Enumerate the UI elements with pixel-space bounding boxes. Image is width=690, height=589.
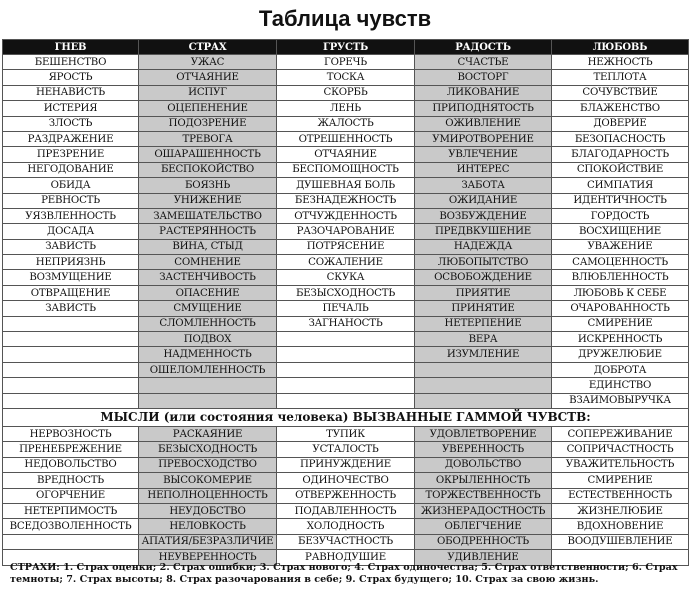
emotion-row	[3, 270, 689, 285]
cell-sadness: ЗАГНАНОСТЬ	[277, 316, 415, 331]
cell-anger: БЕШЕНСТВО	[3, 55, 139, 70]
cell-anger: ИСТЕРИЯ	[3, 101, 139, 116]
emotion-row	[3, 178, 689, 193]
emotion-row	[3, 193, 689, 208]
cell-fear: БОЯЗНЬ	[139, 178, 277, 193]
emotion-row	[3, 147, 689, 162]
cell-anger	[3, 378, 139, 393]
cell-anger: ВСЕДОЗВОЛЕННОСТЬ	[3, 519, 139, 534]
cell-love: СОЧУВСТВИЕ	[552, 85, 689, 100]
cell-anger: ПРЕЗРЕНИЕ	[3, 147, 139, 162]
cell-fear: СМУЩЕНИЕ	[139, 301, 277, 316]
cell-joy: ОЖИДАНИЕ	[415, 193, 552, 208]
cell-sadness: ГОРЕЧЬ	[277, 55, 415, 70]
cell-joy: ОБОДРЕННОСТЬ	[415, 534, 552, 549]
cell-anger: ОГОРЧЕНИЕ	[3, 488, 139, 503]
cell-joy: ВОСТОРГ	[415, 70, 552, 85]
cell-joy: СЧАСТЬЕ	[415, 55, 552, 70]
cell-fear: ОТЧАЯНИЕ	[139, 70, 277, 85]
cell-love: СМИРЕНИЕ	[552, 473, 689, 488]
cell-anger: ОБИДА	[3, 178, 139, 193]
cell-love: ЛЮБОВЬ К СЕБЕ	[552, 285, 689, 300]
emotion-row	[3, 332, 689, 347]
thought-row	[3, 503, 689, 518]
cell-fear: ПОДОЗРЕНИЕ	[139, 116, 277, 131]
header-fear: СТРАХ	[139, 40, 277, 55]
cell-anger: НЕТЕРПИМОСТЬ	[3, 503, 139, 518]
cell-joy: ОЖИВЛЕНИЕ	[415, 116, 552, 131]
cell-love: СМИРЕНИЕ	[552, 316, 689, 331]
cell-anger: ВОЗМУЩЕНИЕ	[3, 270, 139, 285]
cell-sadness	[277, 378, 415, 393]
cell-fear: ИСПУГ	[139, 85, 277, 100]
cell-joy: УВЛЕЧЕНИЕ	[415, 147, 552, 162]
emotion-row	[3, 285, 689, 300]
cell-joy: ТОРЖЕСТВЕННОСТЬ	[415, 488, 552, 503]
cell-love: ВООДУШЕВЛЕНИЕ	[552, 534, 689, 549]
thought-row	[3, 488, 689, 503]
emotion-row	[3, 255, 689, 270]
cell-joy: ЗАБОТА	[415, 178, 552, 193]
cell-sadness: БЕСПОМОЩНОСТЬ	[277, 162, 415, 177]
cell-sadness: ТОСКА	[277, 70, 415, 85]
cell-fear: НЕУДОБСТВО	[139, 503, 277, 518]
cell-sadness: ХОЛОДНОСТЬ	[277, 519, 415, 534]
cell-fear: НАДМЕННОСТЬ	[139, 347, 277, 362]
cell-love: ГОРДОСТЬ	[552, 208, 689, 223]
cell-sadness: СОЖАЛЕНИЕ	[277, 255, 415, 270]
cell-fear: НЕПОЛНОЦЕННОСТЬ	[139, 488, 277, 503]
cell-joy: ПРИНЯТИЕ	[415, 301, 552, 316]
cell-anger: ЯРОСТЬ	[3, 70, 139, 85]
cell-sadness	[277, 332, 415, 347]
cell-sadness: БЕЗНАДЕЖНОСТЬ	[277, 193, 415, 208]
cell-love: СПОКОЙСТВИЕ	[552, 162, 689, 177]
cell-fear: УЖАС	[139, 55, 277, 70]
emotion-row	[3, 393, 689, 408]
cell-sadness: ПРИНУЖДЕНИЕ	[277, 457, 415, 472]
cell-sadness: СКОРБЬ	[277, 85, 415, 100]
cell-joy: ОСВОБОЖДЕНИЕ	[415, 270, 552, 285]
emotion-row	[3, 208, 689, 223]
cell-fear	[139, 393, 277, 408]
cell-love: БЛАГОДАРНОСТЬ	[552, 147, 689, 162]
cell-sadness: ПОДАВЛЕННОСТЬ	[277, 503, 415, 518]
cell-sadness: СКУКА	[277, 270, 415, 285]
thought-row	[3, 534, 689, 549]
cell-fear: АПАТИЯ/БЕЗРАЗЛИЧИЕ	[139, 534, 277, 549]
cell-sadness: ДУШЕВНАЯ БОЛЬ	[277, 178, 415, 193]
cell-love: ЖИЗНЕЛЮБИЕ	[552, 503, 689, 518]
cell-fear: ОШАРАШЕННОСТЬ	[139, 147, 277, 162]
cell-sadness: РАЗОЧАРОВАНИЕ	[277, 224, 415, 239]
cell-fear: СЛОМЛЕННОСТЬ	[139, 316, 277, 331]
fears-footnote: СТРАХИ: 1. Страх оценки; 2. Страх ошибки; 3. Страх нового; 4. Страх одиночества; 5. Страх ответственности; 6. Страх темноты; 7. Страх высоты; 8. Страх разочарования в себе; 9. Страх будущего; 10. Страх за свою жизнь.	[10, 562, 678, 585]
cell-sadness: ОТРЕШЕННОСТЬ	[277, 131, 415, 146]
emotion-row	[3, 116, 689, 131]
cell-anger: ВРЕДНОСТЬ	[3, 473, 139, 488]
cell-fear: НЕЛОВКОСТЬ	[139, 519, 277, 534]
cell-love: ВДОХНОВЕНИЕ	[552, 519, 689, 534]
emotion-row	[3, 131, 689, 146]
thought-row	[3, 519, 689, 534]
cell-love: УВАЖЕНИЕ	[552, 239, 689, 254]
cell-anger: НЕРВОЗНОСТЬ	[3, 426, 139, 441]
cell-anger	[3, 534, 139, 549]
cell-love: ОЧАРОВАННОСТЬ	[552, 301, 689, 316]
cell-anger: НЕДОВОЛЬСТВО	[3, 457, 139, 472]
cell-joy: ЛЮБОПЫТСТВО	[415, 255, 552, 270]
cell-joy: ИНТЕРЕС	[415, 162, 552, 177]
cell-love: СИМПАТИЯ	[552, 178, 689, 193]
cell-joy: ПРИЯТИЕ	[415, 285, 552, 300]
cell-anger	[3, 347, 139, 362]
cell-sadness: ОТЧАЯНИЕ	[277, 147, 415, 162]
cell-anger: ПРЕНЕБРЕЖЕНИЕ	[3, 442, 139, 457]
thought-row	[3, 473, 689, 488]
cell-joy: ИЗУМЛЕНИЕ	[415, 347, 552, 362]
cell-sadness: ОТЧУЖДЕННОСТЬ	[277, 208, 415, 223]
cell-joy	[415, 378, 552, 393]
cell-joy: УДИВЛЕНИЕ	[415, 550, 552, 565]
cell-anger: НЕНАВИСТЬ	[3, 85, 139, 100]
cell-fear: ПРЕВОСХОДСТВО	[139, 457, 277, 472]
header-sadness: ГРУСТЬ	[277, 40, 415, 55]
cell-joy: УМИРОТВОРЕНИЕ	[415, 131, 552, 146]
cell-love: СОПЕРЕЖИВАНИЕ	[552, 426, 689, 441]
cell-joy: УВЕРЕННОСТЬ	[415, 442, 552, 457]
emotion-row	[3, 85, 689, 100]
cell-fear: ОШЕЛОМЛЕННОСТЬ	[139, 362, 277, 377]
emotion-row	[3, 162, 689, 177]
cell-joy: ВОЗБУЖДЕНИЕ	[415, 208, 552, 223]
cell-fear: ВЫСОКОМЕРИЕ	[139, 473, 277, 488]
cell-sadness: БЕЗЫСХОДНОСТЬ	[277, 285, 415, 300]
cell-fear: НЕУВЕРЕННОСТЬ	[139, 550, 277, 565]
cell-anger: ЗАВИСТЬ	[3, 301, 139, 316]
emotion-row	[3, 362, 689, 377]
cell-joy: ОБЛЕГЧЕНИЕ	[415, 519, 552, 534]
cell-love: ДОВЕРИЕ	[552, 116, 689, 131]
emotion-row	[3, 101, 689, 116]
cell-anger	[3, 316, 139, 331]
cell-sadness: ОДИНОЧЕСТВО	[277, 473, 415, 488]
cell-joy: ВЕРА	[415, 332, 552, 347]
cell-sadness: ЖАЛОСТЬ	[277, 116, 415, 131]
thoughts-heading: МЫСЛИ (или состояния человека) ВЫЗВАННЫЕ ГАММОЙ ЧУВСТВ:	[3, 408, 689, 426]
cell-love: ДОБРОТА	[552, 362, 689, 377]
emotion-row	[3, 301, 689, 316]
cell-anger: НЕПРИЯЗНЬ	[3, 255, 139, 270]
emotion-row	[3, 55, 689, 70]
cell-joy: ДОВОЛЬСТВО	[415, 457, 552, 472]
cell-fear: ОЦЕПЕНЕНИЕ	[139, 101, 277, 116]
emotion-row	[3, 378, 689, 393]
cell-love: САМОЦЕННОСТЬ	[552, 255, 689, 270]
cell-joy: УДОВЛЕТВОРЕНИЕ	[415, 426, 552, 441]
cell-fear: ЗАМЕШАТЕЛЬСТВО	[139, 208, 277, 223]
cell-fear: ОПАСЕНИЕ	[139, 285, 277, 300]
cell-anger	[3, 393, 139, 408]
cell-sadness	[277, 347, 415, 362]
cell-sadness	[277, 362, 415, 377]
cell-joy: НАДЕЖДА	[415, 239, 552, 254]
cell-joy: ЖИЗНЕРАДОСТНОСТЬ	[415, 503, 552, 518]
cell-anger: ОТВРАЩЕНИЕ	[3, 285, 139, 300]
emotion-row	[3, 347, 689, 362]
cell-fear: БЕЗЫСХОДНОСТЬ	[139, 442, 277, 457]
cell-fear: БЕСПОКОЙСТВО	[139, 162, 277, 177]
cell-joy: НЕТЕРПЕНИЕ	[415, 316, 552, 331]
cell-sadness: ЛЕНЬ	[277, 101, 415, 116]
cell-fear: ЗАСТЕНЧИВОСТЬ	[139, 270, 277, 285]
header-anger: ГНЕВ	[3, 40, 139, 55]
cell-love: ВЛЮБЛЕННОСТЬ	[552, 270, 689, 285]
emotion-row	[3, 239, 689, 254]
cell-love: ИСКРЕННОСТЬ	[552, 332, 689, 347]
thought-row	[3, 457, 689, 472]
cell-anger	[3, 332, 139, 347]
thought-row	[3, 442, 689, 457]
cell-love: ВОСХИЩЕНИЕ	[552, 224, 689, 239]
cell-love: БЕЗОПАСНОСТЬ	[552, 131, 689, 146]
cell-love: БЛАЖЕНСТВО	[552, 101, 689, 116]
emotion-row	[3, 316, 689, 331]
cell-love: ИДЕНТИЧНОСТЬ	[552, 193, 689, 208]
cell-love: ЕСТЕСТВЕННОСТЬ	[552, 488, 689, 503]
cell-joy: ЛИКОВАНИЕ	[415, 85, 552, 100]
emotions-body	[3, 55, 689, 409]
cell-anger: РЕВНОСТЬ	[3, 193, 139, 208]
cell-joy	[415, 362, 552, 377]
cell-joy: ПРИПОДНЯТОСТЬ	[415, 101, 552, 116]
header-row	[3, 40, 689, 55]
page-title: Таблица чувств	[258, 6, 432, 31]
thoughts-body	[3, 426, 689, 565]
cell-anger: РАЗДРАЖЕНИЕ	[3, 131, 139, 146]
header-love: ЛЮБОВЬ	[552, 40, 689, 55]
cell-joy: ОКРЫЛЕННОСТЬ	[415, 473, 552, 488]
cell-sadness: УСТАЛОСТЬ	[277, 442, 415, 457]
header-joy: РАДОСТЬ	[415, 40, 552, 55]
cell-anger: ДОСАДА	[3, 224, 139, 239]
cell-love: СОПРИЧАСТНОСТЬ	[552, 442, 689, 457]
cell-sadness: ОТВЕРЖЕННОСТЬ	[277, 488, 415, 503]
cell-fear: УНИЖЕНИЕ	[139, 193, 277, 208]
cell-love: НЕЖНОСТЬ	[552, 55, 689, 70]
cell-joy: ПРЕДВКУШЕНИЕ	[415, 224, 552, 239]
emotions-table	[2, 39, 689, 566]
cell-anger: ЗАВИСТЬ	[3, 239, 139, 254]
cell-fear: РАСТЕРЯННОСТЬ	[139, 224, 277, 239]
cell-sadness: ТУПИК	[277, 426, 415, 441]
cell-fear: РАСКАЯНИЕ	[139, 426, 277, 441]
cell-anger	[3, 362, 139, 377]
cell-anger: УЯЗВЛЕННОСТЬ	[3, 208, 139, 223]
thoughts-heading-row	[3, 408, 689, 426]
thought-row	[3, 426, 689, 441]
cell-sadness: РАВНОДУШИЕ	[277, 550, 415, 565]
cell-sadness: ПЕЧАЛЬ	[277, 301, 415, 316]
cell-sadness	[277, 393, 415, 408]
cell-fear: ВИНА, СТЫД	[139, 239, 277, 254]
emotion-row	[3, 70, 689, 85]
cell-love: ДРУЖЕЛЮБИЕ	[552, 347, 689, 362]
cell-fear: СОМНЕНИЕ	[139, 255, 277, 270]
cell-anger: НЕГОДОВАНИЕ	[3, 162, 139, 177]
cell-sadness: ПОТРЯСЕНИЕ	[277, 239, 415, 254]
cell-fear: ТРЕВОГА	[139, 131, 277, 146]
cell-love: ВЗАИМОВЫРУЧКА	[552, 393, 689, 408]
cell-love: УВАЖИТЕЛЬНОСТЬ	[552, 457, 689, 472]
emotion-row	[3, 224, 689, 239]
cell-sadness: БЕЗУЧАСТНОСТЬ	[277, 534, 415, 549]
cell-love: ЕДИНСТВО	[552, 378, 689, 393]
cell-joy	[415, 393, 552, 408]
cell-love: ТЕПЛОТА	[552, 70, 689, 85]
cell-anger: ЗЛОСТЬ	[3, 116, 139, 131]
cell-fear: ПОДВОХ	[139, 332, 277, 347]
cell-fear	[139, 378, 277, 393]
